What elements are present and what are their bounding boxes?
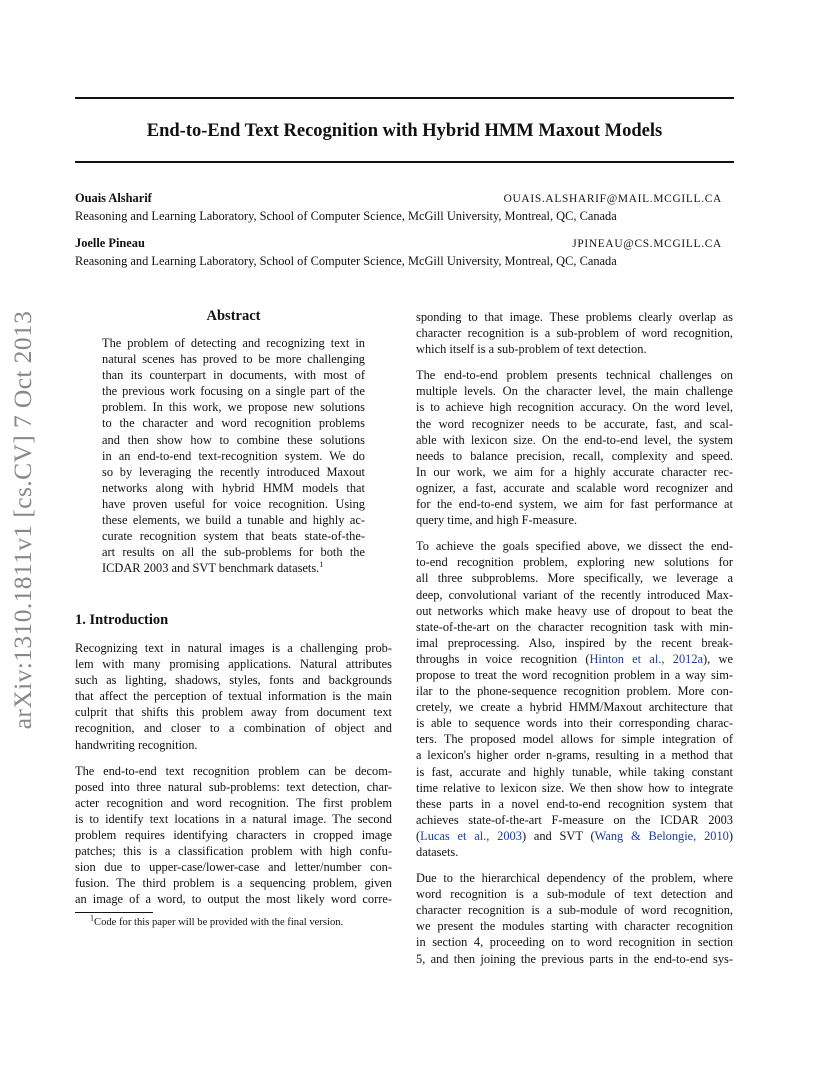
title-top-rule [75,97,734,99]
text-line: we present the modules starting with character recognition [416,919,733,934]
text-line: networks along with hybrid HMM models that [102,480,365,495]
text-line: ognizer, a fast, accurate and scalable word recognizer and [416,480,733,495]
footnote-text: Code for this paper will be provided with the final version. [94,917,344,928]
text-line: these elements, we build a tunable and highly ac- [102,513,365,528]
text-line: for the end-to-end system, we aim for fast performance at [416,497,733,512]
text-line: problem requires identifying characters in cropped image [75,828,392,843]
author-name: Joelle Pineau [75,236,145,250]
text-line: in an end-to-end text-recognition system. We do [102,448,365,463]
text-line: posed into three natural sub-problems: text detection, char- [75,779,392,794]
text-line: To achieve the goals specified above, we dissect the end- [416,539,733,554]
text-line: out networks which make heavy use of dropout to beat the [416,603,733,618]
title-bottom-rule [75,161,734,163]
text-line: culprit that shifts this problem away from document text [75,705,392,720]
text-line: lem with many promising applications. Natural attributes [75,657,392,672]
text-line: In our work, we aim for a highly accurate character rec- [416,464,733,479]
footnote-mark: 1 [319,560,324,570]
citation-link[interactable]: Lucas et al., 2003 [420,828,522,843]
text-line: than its counterpart in documents, with most of [102,368,365,383]
citation-link[interactable]: Wang & Belongie, 2010 [594,828,729,843]
text-line: in section 4, proceeding on to word recognition in section [416,935,733,950]
text-line: have proven useful for voice recognition. Using [102,496,365,511]
footnote [90,913,344,930]
author-email[interactable]: JPINEAU@CS.MCGILL.CA [572,238,722,250]
text-line: art results on all the sub-problems for both the [102,545,365,560]
text-line: able with lexicon size. On the end-to-end level, the system [416,432,733,447]
text-line: the word recognizer needs to be accurate, fast, and scal- [416,416,733,431]
author-affiliation: Reasoning and Learning Laboratory, School of Computer Science, McGill University, Montreal, QC, Canada [75,209,617,223]
text-line: throughs in voice recognition (Hinton et al., 2012a), we [416,651,733,666]
paragraph [416,367,733,528]
text-line: such as lighting, shadows, styles, fonts and backgrounds [75,673,392,688]
text-line: propose to treat the word recognition problem in a way sim- [416,667,733,682]
text-line: sion due to upper-case/lower-case and letter/number con- [75,860,392,875]
right-column-body [416,309,733,967]
text-line: character recognition is a sub-module of word recognition, [416,903,733,918]
text-line: the previous work focusing on a single part of the [102,384,365,399]
left-column-body [75,640,392,908]
author-block [75,235,722,271]
abstract-heading: Abstract [206,308,261,324]
text-line: deep, convolutional variant of the recently introduced Max- [416,587,733,602]
text-line: The end-to-end text recognition problem can be decom- [75,763,392,778]
text-line: to the character and word recognition problems [102,416,365,431]
paper-title: End-to-End Text Recognition with Hybrid HMM Maxout Models [146,121,663,141]
text-line: needs to balance precision, recall, complexity and speed. [416,448,733,463]
citation-link[interactable]: Hinton et al., 2012a [589,651,704,666]
text-line: Recognizing text in natural images is a challenging prob- [75,641,392,655]
text-line: query time, and high F-measure. [416,513,578,528]
text-line: curate recognition system that beats state-of-the- [102,529,365,544]
text-line: is fast, accurate and highly tunable, while taking constant [416,764,733,779]
paragraph [416,870,733,967]
text-line: multiple levels. On the character level, the main challenge [416,384,733,399]
text-line: which itself is a sub-problem of text detection. [416,342,647,357]
text-line: ilar to the phone-sequence recognition problem. More con- [416,684,733,699]
text-line: imal preprocessing. Also, inspired by the recent break- [416,635,733,650]
text-line: (Lucas et al., 2003) and SVT (Wang & Belongie, 2010) [416,828,733,843]
text-line: is to identify text locations in a natural image. The second [75,811,392,826]
paragraph [416,538,733,860]
arxiv-stamp-text: arXiv:1310.1811v1 [cs.CV] 7 Oct 2013 [8,310,37,730]
text-line: handwriting recognition. [75,737,198,752]
text-line: problem. In this work, we propose new solutions [102,400,365,415]
text-line: time relative to lexicon size. We then show how to integrate [416,780,733,795]
author-block [75,190,722,226]
text-line: so by leveraging the recently introduced Maxout [102,464,365,479]
abstract [102,307,365,576]
text-line: to-end recognition problem, exploring new solutions for [416,555,733,570]
abstract-body [102,335,365,576]
text-line: an image of a word, to output the most likely word corre- [75,892,392,907]
text-line: character recognition is a sub-problem of word recognition, [416,326,733,341]
text-line: recognition, and closer to a combination of object and [75,721,392,736]
text-line: achieves state-of-the-art F-measure on the ICDAR 2003 [416,812,733,827]
text-line: Due to the hierarchical dependency of the problem, where [416,871,733,886]
text-line: The problem of detecting and recognizing text in [102,336,365,350]
paragraph [75,640,392,753]
text-line: is able to sequence words into their corresponding charac- [416,716,733,731]
text-line: patches; this is a classification problem with high confu- [75,844,392,859]
text-line: cretely, we create a hybrid HMM/Maxout architecture that [416,700,733,715]
text-line: word recognition is a sub-module of text detection and [416,887,733,902]
paragraph [416,309,733,357]
text-line: The end-to-end problem presents technical challenges on [416,368,733,383]
footnote-rule [75,912,153,913]
text-line: all three subproblems. More specifically, we leverage a [416,571,733,586]
text-line: that affect the perception of textual information is the main [75,689,392,704]
text-line: a lexicon's higher order n-grams, resulting in a method that [416,748,733,763]
footnote-mark: 1 [90,913,94,923]
text-line: 5, and then joining the previous parts in the end-to-end sys- [416,951,733,966]
text-line: ICDAR 2003 and SVT benchmark datasets.$^1$ [102,560,324,576]
text-line: datasets. [416,845,459,859]
author-name: Ouais Alsharif [75,191,152,205]
text-line: fusion. The third problem is a sequencing problem, given [75,876,392,891]
text-line: acter recognition and word recognition. The first problem [75,795,392,810]
text-line: natural scenes has proved to be more challenging [102,352,365,367]
text-line: sponding to that image. These problems clearly overlap as [416,310,733,324]
text-line: and then show how to combine these solutions [102,432,365,447]
paragraph [75,763,392,908]
text-line: these parts in a novel end-to-end recognition system that [416,796,733,811]
section-heading-introduction: 1. Introduction [75,612,169,628]
text-line: state-of-the-art on the character recognition task with min- [416,619,733,634]
text-line: is to achieve high recognition accuracy. On the word level, [416,400,733,415]
author-affiliation: Reasoning and Learning Laboratory, School of Computer Science, McGill University, Montreal, QC, Canada [75,254,617,268]
author-email[interactable]: OUAIS.ALSHARIF@MAIL.MCGILL.CA [503,193,722,205]
text-line: ters. The proposed model allows for simple integration of [416,732,733,747]
